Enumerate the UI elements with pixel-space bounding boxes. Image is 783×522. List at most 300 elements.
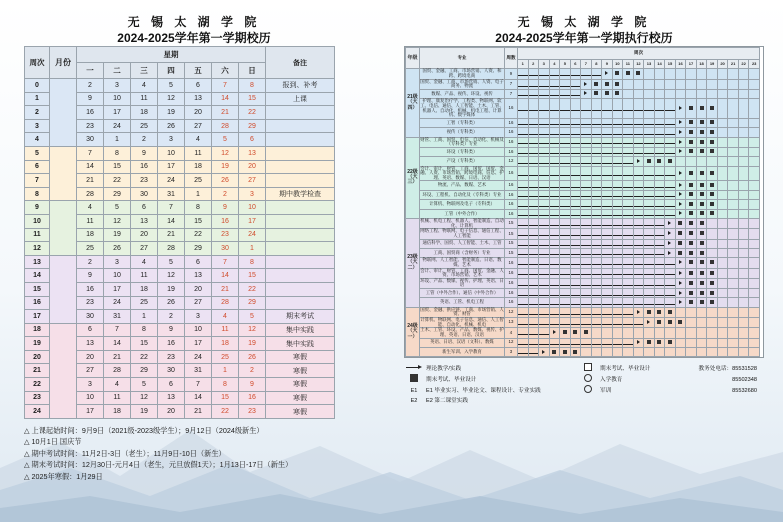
cell-week-mark bbox=[738, 166, 749, 181]
cell-week-mark bbox=[518, 181, 529, 190]
cell-week-mark bbox=[560, 89, 571, 98]
cell-major: 工智（专科类） bbox=[420, 118, 505, 127]
cell-week-mark bbox=[675, 229, 686, 239]
cell-week-mark bbox=[686, 229, 697, 239]
cell-week-mark bbox=[654, 89, 665, 98]
cell-week-mark bbox=[749, 128, 760, 137]
cell-day: 13 bbox=[131, 214, 158, 228]
cell-week-mark bbox=[518, 209, 529, 218]
cell-day: 1 bbox=[131, 310, 158, 324]
cell-week-mark bbox=[539, 147, 550, 156]
cell-day: 25 bbox=[212, 350, 239, 364]
cell-week-mark bbox=[749, 328, 760, 338]
table-row bbox=[406, 268, 760, 278]
legend-symbol-left bbox=[404, 396, 424, 406]
legend-symbol-right bbox=[578, 363, 598, 374]
cell-week-mark bbox=[665, 69, 676, 79]
cell-week-mark bbox=[654, 338, 665, 347]
cell-week-mark bbox=[738, 69, 749, 79]
cell-day: 5 bbox=[131, 378, 158, 392]
cell-week-mark bbox=[560, 289, 571, 298]
cell-count: 12 bbox=[505, 338, 518, 347]
cell-week-mark bbox=[717, 137, 728, 147]
cell-week-mark bbox=[644, 268, 655, 278]
cell-week-mark bbox=[665, 278, 676, 288]
cell-day: 22 bbox=[239, 282, 266, 296]
col-week-8: 8 bbox=[591, 60, 602, 69]
cell-week-mark bbox=[539, 268, 550, 278]
cell-week-mark bbox=[696, 157, 707, 166]
cell-week-mark bbox=[728, 137, 739, 147]
cell-week-mark bbox=[707, 89, 718, 98]
cell-week-mark bbox=[570, 166, 581, 181]
cell-week-mark bbox=[528, 200, 539, 209]
cell-day: 18 bbox=[212, 337, 239, 351]
cell-week-mark bbox=[633, 328, 644, 338]
cell-week-mark bbox=[749, 137, 760, 147]
legend-label-left: 期末考试、毕业设计 bbox=[426, 376, 477, 383]
cell-week-mark bbox=[675, 307, 686, 317]
cell-week-mark bbox=[623, 289, 634, 298]
cell-week-mark bbox=[749, 318, 760, 328]
cell-week-mark bbox=[675, 166, 686, 181]
cell-week-mark bbox=[738, 229, 749, 239]
cell-week-mark bbox=[665, 338, 676, 347]
cell-week-mark bbox=[686, 268, 697, 278]
cell-week-mark bbox=[539, 298, 550, 307]
cell-week-mark bbox=[707, 289, 718, 298]
cell-week-mark bbox=[696, 248, 707, 257]
cell-week-mark bbox=[518, 229, 529, 239]
cell-week-mark bbox=[528, 307, 539, 317]
cell-day: 15 bbox=[239, 269, 266, 283]
cell-week-mark bbox=[581, 99, 592, 119]
cell-week-mark bbox=[560, 248, 571, 257]
cell-week-mark bbox=[728, 307, 739, 317]
cell-week-mark bbox=[549, 219, 560, 229]
table-row bbox=[25, 146, 335, 160]
cell-count: 16 bbox=[505, 209, 518, 218]
table-row bbox=[406, 99, 760, 119]
cell-week-mark bbox=[612, 147, 623, 156]
cell-week-mark bbox=[591, 278, 602, 288]
cell-day: 7 bbox=[104, 323, 131, 337]
col-week-16: 16 bbox=[675, 60, 686, 69]
cell-week-mark bbox=[539, 79, 550, 89]
cell-week-mark bbox=[696, 219, 707, 229]
cell-day: 16 bbox=[131, 160, 158, 174]
cell-day: 20 bbox=[239, 160, 266, 174]
cell-week-mark bbox=[602, 181, 613, 190]
cell-day: 6 bbox=[77, 323, 104, 337]
execution-calendar-panel bbox=[404, 14, 764, 406]
cell-week-mark bbox=[560, 157, 571, 166]
cell-week-mark bbox=[654, 328, 665, 338]
cell-day: 14 bbox=[212, 269, 239, 283]
cell-day: 18 bbox=[185, 160, 212, 174]
cell-major: 会计、审计、财管、工商、国贸、金融、人资、市场营销、艺术 bbox=[420, 267, 504, 278]
cell-week: 22 bbox=[25, 378, 50, 392]
cell-week-mark bbox=[612, 307, 623, 317]
cell-week-mark bbox=[717, 128, 728, 137]
cell-week-mark bbox=[686, 347, 697, 356]
cell-week-mark bbox=[549, 137, 560, 147]
cell-week-mark bbox=[581, 289, 592, 298]
cell-day: 1 bbox=[104, 133, 131, 147]
legend-phone: 85532680 bbox=[732, 387, 757, 394]
cell-week-mark bbox=[539, 118, 550, 127]
cell-week-mark bbox=[612, 200, 623, 209]
cell-week-mark bbox=[654, 181, 665, 190]
cell-week-mark bbox=[518, 79, 529, 89]
cell-day: 16 bbox=[77, 282, 104, 296]
cell-week-mark bbox=[549, 307, 560, 317]
cell-day: 19 bbox=[212, 160, 239, 174]
cell-week-mark bbox=[686, 298, 697, 307]
cell-day: 10 bbox=[104, 269, 131, 283]
cell-week-mark bbox=[686, 166, 697, 181]
cell-count: 16 bbox=[505, 200, 518, 209]
cell-week-mark bbox=[560, 190, 571, 199]
cell-week-mark bbox=[633, 147, 644, 156]
cell-week-mark bbox=[612, 128, 623, 137]
cell-day: 14 bbox=[77, 160, 104, 174]
cell-week-mark bbox=[686, 181, 697, 190]
footnote-5: △ 2025年寒假：1月29日 bbox=[24, 471, 103, 481]
cell-week-mark bbox=[675, 89, 686, 98]
col-remark: 备注 bbox=[266, 47, 335, 79]
cell-week-mark bbox=[654, 347, 665, 356]
cell-week-mark bbox=[591, 128, 602, 137]
cell-week-mark bbox=[570, 200, 581, 209]
cell-week-mark bbox=[717, 248, 728, 257]
cell-week-mark bbox=[528, 289, 539, 298]
cell-week-mark bbox=[581, 128, 592, 137]
cell-week-mark bbox=[539, 137, 550, 147]
cell-day: 14 bbox=[104, 337, 131, 351]
cell-week-mark bbox=[686, 118, 697, 127]
cell-week-mark bbox=[581, 229, 592, 239]
cell-day: 21 bbox=[158, 228, 185, 242]
cell-week-mark bbox=[581, 278, 592, 288]
cell-week-mark bbox=[570, 128, 581, 137]
cell-day: 6 bbox=[239, 133, 266, 147]
cell-week-mark bbox=[581, 79, 592, 89]
cell-day: 19 bbox=[158, 106, 185, 120]
cell-week-mark bbox=[591, 118, 602, 127]
table-row bbox=[406, 157, 760, 166]
cell-week-mark bbox=[518, 347, 529, 356]
col-week-7: 7 bbox=[581, 60, 592, 69]
cell-week-mark bbox=[675, 147, 686, 156]
cell-remark: 寒假 bbox=[266, 364, 335, 378]
cell-day: 27 bbox=[185, 119, 212, 133]
cell-week-mark bbox=[602, 190, 613, 199]
col-year: 年级 bbox=[406, 48, 420, 69]
col-day-7: 日 bbox=[239, 63, 266, 79]
cell-day: 15 bbox=[185, 214, 212, 228]
cell-week-mark bbox=[528, 79, 539, 89]
cell-week-mark bbox=[581, 190, 592, 199]
cell-count: 4 bbox=[505, 328, 518, 338]
cell-major: 物联网、人工智能、智能制造、日语、数媒、艺术 bbox=[420, 258, 505, 268]
cell-week-mark bbox=[549, 89, 560, 98]
cell-week-mark bbox=[749, 69, 760, 79]
cell-week-mark bbox=[696, 229, 707, 239]
cell-week-mark bbox=[654, 258, 665, 268]
cell-week-mark bbox=[707, 347, 718, 356]
cell-day: 18 bbox=[131, 282, 158, 296]
cell-week-mark bbox=[528, 347, 539, 356]
cell-week-mark bbox=[623, 347, 634, 356]
cell-week-mark bbox=[654, 157, 665, 166]
cell-week-mark bbox=[633, 347, 644, 356]
cell-week-mark bbox=[591, 200, 602, 209]
cell-day: 14 bbox=[158, 214, 185, 228]
cell-week-mark bbox=[728, 268, 739, 278]
cell-week-mark bbox=[602, 328, 613, 338]
cell-week-mark bbox=[696, 289, 707, 298]
cell-week: 23 bbox=[25, 391, 50, 405]
legend-phone: 教务处电话：85531528 bbox=[698, 365, 757, 372]
cell-week: 5 bbox=[25, 146, 50, 160]
cell-week-mark bbox=[581, 89, 592, 98]
cell-week-mark bbox=[665, 209, 676, 218]
cell-remark bbox=[266, 160, 335, 174]
cell-week-mark bbox=[518, 118, 529, 127]
cell-day: 4 bbox=[185, 133, 212, 147]
cell-week-mark bbox=[612, 181, 623, 190]
col-week-3: 3 bbox=[539, 60, 550, 69]
cell-major: 产设（专科类） bbox=[420, 157, 505, 166]
cell-week-mark bbox=[539, 190, 550, 199]
cell-week: 14 bbox=[25, 269, 50, 283]
cell-major: 环设（专科类） bbox=[420, 147, 505, 156]
cell-week-mark bbox=[728, 278, 739, 288]
cell-week-mark bbox=[633, 118, 644, 127]
cell-week-mark bbox=[717, 338, 728, 347]
table-row bbox=[406, 128, 760, 137]
cell-week-mark bbox=[749, 278, 760, 288]
cell-week-mark bbox=[633, 166, 644, 181]
cell-week-mark bbox=[539, 128, 550, 137]
cell-week-mark bbox=[644, 157, 655, 166]
cell-week-mark bbox=[738, 89, 749, 98]
cell-week-mark bbox=[528, 181, 539, 190]
calendar-subtitle: 2024-2025学年第一学期校历 bbox=[117, 31, 271, 45]
cell-day: 15 bbox=[212, 391, 239, 405]
cell-week-mark bbox=[738, 190, 749, 199]
cell-week-mark bbox=[623, 338, 634, 347]
cell-week-mark bbox=[728, 147, 739, 156]
cell-week-mark bbox=[633, 79, 644, 89]
cell-week-mark bbox=[549, 289, 560, 298]
cell-day: 8 bbox=[104, 146, 131, 160]
table-row bbox=[406, 328, 760, 338]
cell-major: 土木、工管、环设、产品、数媒、视传、护理、英语、日语、汉语 bbox=[420, 327, 504, 337]
cell-week-mark bbox=[696, 79, 707, 89]
cell-day: 19 bbox=[104, 228, 131, 242]
cell-count: 15 bbox=[505, 248, 518, 257]
col-month: 月份 bbox=[50, 47, 77, 79]
arrow-icon bbox=[406, 365, 422, 371]
cell-day: 11 bbox=[185, 146, 212, 160]
cell-week-mark bbox=[665, 219, 676, 229]
cell-week-mark bbox=[602, 166, 613, 181]
cell-day: 13 bbox=[77, 337, 104, 351]
cell-week-mark bbox=[738, 99, 749, 119]
cell-week-mark bbox=[728, 258, 739, 268]
cell-week: 8 bbox=[25, 187, 50, 201]
cell-week-mark bbox=[675, 128, 686, 137]
cell-week-mark bbox=[633, 89, 644, 98]
cell-week-mark bbox=[644, 248, 655, 257]
cell-week-mark bbox=[591, 89, 602, 98]
cell-week-mark bbox=[707, 137, 718, 147]
cell-day: 1 bbox=[239, 242, 266, 256]
cell-week-mark bbox=[728, 248, 739, 257]
cell-week-mark bbox=[633, 69, 644, 79]
cell-day: 2 bbox=[239, 364, 266, 378]
cell-week-mark bbox=[644, 69, 655, 79]
cell-week-mark bbox=[707, 318, 718, 328]
cell-week-mark bbox=[675, 190, 686, 199]
cell-day: 13 bbox=[158, 391, 185, 405]
cell-week-mark bbox=[633, 248, 644, 257]
cell-week-mark bbox=[665, 289, 676, 298]
cell-major: 工管（中外合作） bbox=[420, 209, 505, 218]
cell-week-mark bbox=[717, 258, 728, 268]
cell-week-mark bbox=[696, 239, 707, 248]
cell-week-mark bbox=[728, 338, 739, 347]
cell-day: 17 bbox=[158, 160, 185, 174]
legend-symbol-right bbox=[578, 385, 598, 396]
cell-week-mark bbox=[707, 239, 718, 248]
table-row bbox=[406, 347, 760, 356]
cell-week-mark bbox=[539, 166, 550, 181]
cell-week-mark bbox=[591, 147, 602, 156]
cell-day: 24 bbox=[104, 296, 131, 310]
cell-week-mark bbox=[560, 79, 571, 89]
cell-day: 13 bbox=[185, 269, 212, 283]
cell-major: 通信科学、国贸、人工智能、土木、工管 bbox=[420, 239, 505, 248]
cell-week-mark bbox=[633, 137, 644, 147]
cell-day: 29 bbox=[185, 242, 212, 256]
cell-week-mark bbox=[539, 289, 550, 298]
cell-week-mark bbox=[654, 278, 665, 288]
cell-count: 16 bbox=[505, 128, 518, 137]
cell-week-mark bbox=[707, 147, 718, 156]
cell-week: 18 bbox=[25, 323, 50, 337]
cell-week-mark bbox=[612, 89, 623, 98]
cell-week-mark bbox=[717, 157, 728, 166]
table-row bbox=[406, 289, 760, 298]
cell-week-mark bbox=[581, 298, 592, 307]
cell-remark bbox=[266, 174, 335, 188]
cell-remark bbox=[266, 242, 335, 256]
cell-day: 11 bbox=[212, 323, 239, 337]
cell-day: 21 bbox=[212, 106, 239, 120]
cell-week: 6 bbox=[25, 160, 50, 174]
cell-week-mark bbox=[644, 137, 655, 147]
cell-week-mark bbox=[633, 318, 644, 328]
cell-week-mark bbox=[560, 328, 571, 338]
cell-week-mark bbox=[581, 307, 592, 317]
cell-day: 22 bbox=[104, 174, 131, 188]
cell-week: 4 bbox=[25, 133, 50, 147]
cell-day: 16 bbox=[239, 391, 266, 405]
legend-symbol-left bbox=[404, 363, 424, 374]
cell-week-mark bbox=[633, 268, 644, 278]
cell-week-mark bbox=[528, 166, 539, 181]
cell-remark: 报到、补考 bbox=[266, 79, 335, 93]
cell-week-mark bbox=[728, 181, 739, 190]
school-name: 无 锡 太 湖 学 院 bbox=[127, 15, 261, 29]
cell-day: 4 bbox=[77, 201, 104, 215]
cell-week-mark bbox=[696, 307, 707, 317]
cell-week-mark bbox=[717, 147, 728, 156]
cell-week-mark bbox=[528, 239, 539, 248]
cell-week-mark bbox=[707, 219, 718, 229]
cell-major: 英语、日语、汉语（文科）、数媒 bbox=[420, 338, 505, 347]
cell-week-mark bbox=[560, 258, 571, 268]
cell-count: 15 bbox=[505, 229, 518, 239]
cell-week-mark bbox=[528, 89, 539, 98]
legend-phone: 85502348 bbox=[732, 376, 757, 383]
col-week-9: 9 bbox=[602, 60, 613, 69]
cell-week-mark bbox=[591, 268, 602, 278]
execution-grid-wrapper bbox=[404, 46, 764, 358]
cell-week-mark bbox=[539, 219, 550, 229]
cell-week-mark bbox=[707, 298, 718, 307]
cell-week-mark bbox=[633, 307, 644, 317]
cell-week-mark bbox=[623, 128, 634, 137]
cell-major: 工管（中外合作）、通信（中外合作） bbox=[420, 289, 505, 298]
table-row bbox=[406, 69, 760, 79]
cell-week-mark bbox=[518, 248, 529, 257]
cell-week-mark bbox=[528, 338, 539, 347]
cell-count: 16 bbox=[505, 190, 518, 199]
cell-week-mark bbox=[633, 239, 644, 248]
cell-week-mark bbox=[728, 289, 739, 298]
cell-week-mark bbox=[749, 190, 760, 199]
cell-day: 20 bbox=[185, 106, 212, 120]
cell-week-mark bbox=[549, 190, 560, 199]
cell-week-mark bbox=[612, 79, 623, 89]
cell-day: 29 bbox=[131, 364, 158, 378]
cell-day: 3 bbox=[158, 133, 185, 147]
cell-week-mark bbox=[591, 79, 602, 89]
cell-day: 3 bbox=[104, 79, 131, 93]
cell-week-mark bbox=[560, 69, 571, 79]
cell-week-mark bbox=[665, 166, 676, 181]
cell-week-mark bbox=[623, 69, 634, 79]
cell-week-mark bbox=[675, 289, 686, 298]
cell-week-mark bbox=[623, 328, 634, 338]
cell-week-mark bbox=[707, 328, 718, 338]
cell-day: 30 bbox=[158, 364, 185, 378]
cell-week-mark bbox=[570, 118, 581, 127]
cell-week-mark bbox=[549, 239, 560, 248]
cell-day: 31 bbox=[104, 310, 131, 324]
cell-week-mark bbox=[644, 147, 655, 156]
cell-week-mark bbox=[623, 248, 634, 257]
cell-week-mark bbox=[675, 318, 686, 328]
cell-week-mark bbox=[591, 298, 602, 307]
cell-week-mark bbox=[696, 338, 707, 347]
cell-week-mark bbox=[581, 166, 592, 181]
cell-week-mark bbox=[570, 69, 581, 79]
